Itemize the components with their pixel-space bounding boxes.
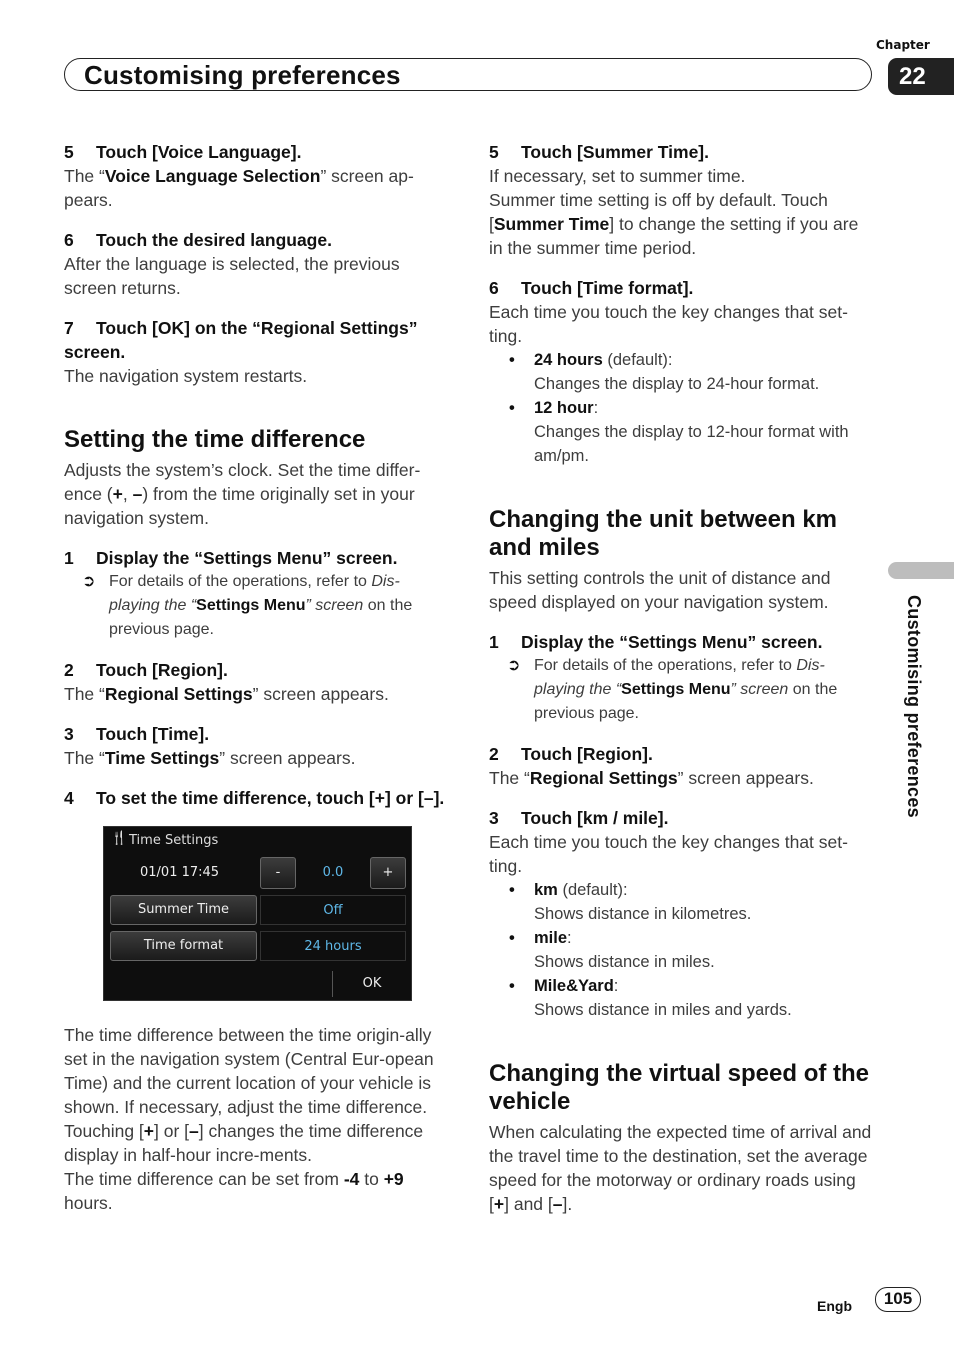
step-heading: 7 Touch [OK] on the “Regional Settings” screen. [64, 318, 418, 362]
plus-button[interactable]: + [370, 857, 406, 889]
step-heading: 3 Touch [km / mile]. [489, 808, 669, 828]
step-heading: 1 Display the “Settings Menu” screen. [64, 548, 398, 568]
time-format-value: 24 hours [260, 931, 406, 961]
time-difference-value: 0.0 [322, 865, 344, 880]
option-item: • km (default): Shows distance in kilometres. [509, 881, 752, 923]
page-number: 105 [875, 1287, 921, 1312]
summer-time-button[interactable]: Summer Time [110, 895, 257, 925]
section-heading-virtual-speed: Changing the virtual speed of the vehicle [489, 1060, 870, 1115]
screen-title: Time Settings [129, 833, 219, 848]
step-body: Summer time setting is off by default. Touch [Summer Time] to change the setting if you are in the summer time period. [489, 190, 859, 258]
arrow-icon: ➲ [82, 573, 96, 590]
section-intro: This setting controls the unit of distance and speed displayed on your navigation system. [489, 568, 831, 612]
step-body: The “Regional Settings” screen appears. [489, 768, 814, 788]
time-difference-explanation: The time difference between the time origin-ally set in the navigation system (Central Eur-opean Time) and the current location of your vehicle is shown. If necessary, adjust the time difference. Touching [+] or [–] changes the time difference display in half-hour incre-ments. [64, 1025, 434, 1165]
side-tab-marker [888, 562, 954, 579]
chapter-label: Chapter [876, 38, 930, 52]
step-heading: 5 Touch [Voice Language]. [64, 142, 302, 162]
step-body: Each time you touch the key changes that set-ting. [489, 302, 848, 346]
section-intro: When calculating the expected time of arrival and the travel time to the destination, set the average speed for the motorway or ordinary roads using [+] and [–]. [489, 1122, 872, 1214]
right-column [489, 140, 874, 1216]
section-heading-unit: Changing the unit between km and miles [489, 506, 838, 561]
option-item: • mile: Shows distance in miles. [509, 929, 715, 971]
step-heading: 2 Touch [Region]. [64, 660, 228, 680]
step-body: If necessary, set to summer time. [489, 166, 746, 186]
time-difference-range: The time difference can be set from -4 to +9 hours. [64, 1169, 404, 1213]
step-heading: 5 Touch [Summer Time]. [489, 142, 709, 162]
step-heading: 1 Display the “Settings Menu” screen. [489, 632, 823, 652]
time-format-button[interactable]: Time format [110, 931, 257, 961]
step-body: The navigation system restarts. [64, 366, 308, 386]
chapter-number-badge: 22 [888, 58, 954, 95]
arrow-icon: ➲ [507, 657, 521, 674]
reference-note: ➲ For details of the operations, refer to Dis-playing the “Settings Menu” screen on the previous page. [489, 654, 874, 726]
step-body: After the language is selected, the previous screen returns. [64, 254, 400, 298]
step-heading: 6 Touch the desired language. [64, 230, 332, 250]
ok-button[interactable]: OK [332, 971, 411, 997]
step-body: Each time you touch the key changes that set-ting. [489, 832, 848, 876]
step-body: The “Voice Language Selection” screen ap-pears. [64, 166, 414, 210]
option-item: • Mile&Yard: Shows distance in miles and yards. [509, 977, 792, 1019]
footer-language: Engb [817, 1298, 852, 1314]
summer-time-value: Off [260, 895, 406, 925]
side-section-label: Customising preferences [904, 595, 924, 818]
section-intro: Adjusts the system’s clock. Set the time differ-ence (+, –) from the time originally set in your navigation system. [64, 460, 421, 528]
option-item: • 24 hours (default): Changes the display to 24-hour format. [509, 351, 820, 393]
option-item: • 12 hour: Changes the display to 12-hour format with am/pm. [509, 399, 849, 465]
page-title: Customising preferences [84, 60, 401, 90]
step-body: The “Time Settings” screen appears. [64, 748, 356, 768]
minus-button[interactable]: - [260, 857, 296, 889]
step-heading: 6 Touch [Time format]. [489, 278, 694, 298]
section-heading-time-difference: Setting the time difference [64, 426, 366, 453]
step-heading: 4 To set the time difference, touch [+] or [–]. [64, 788, 445, 808]
current-date-time: 01/01 17:45 [140, 865, 220, 880]
step-heading: 2 Touch [Region]. [489, 744, 653, 764]
reference-note: ➲ For details of the operations, refer to Dis-playing the “Settings Menu” screen on the previous page. [64, 570, 449, 642]
step-body: The “Regional Settings” screen appears. [64, 684, 389, 704]
time-settings-screenshot [103, 826, 412, 1001]
settings-tools-icon: 🍴 [111, 831, 128, 846]
step-heading: 3 Touch [Time]. [64, 724, 210, 744]
left-column [64, 140, 449, 1215]
